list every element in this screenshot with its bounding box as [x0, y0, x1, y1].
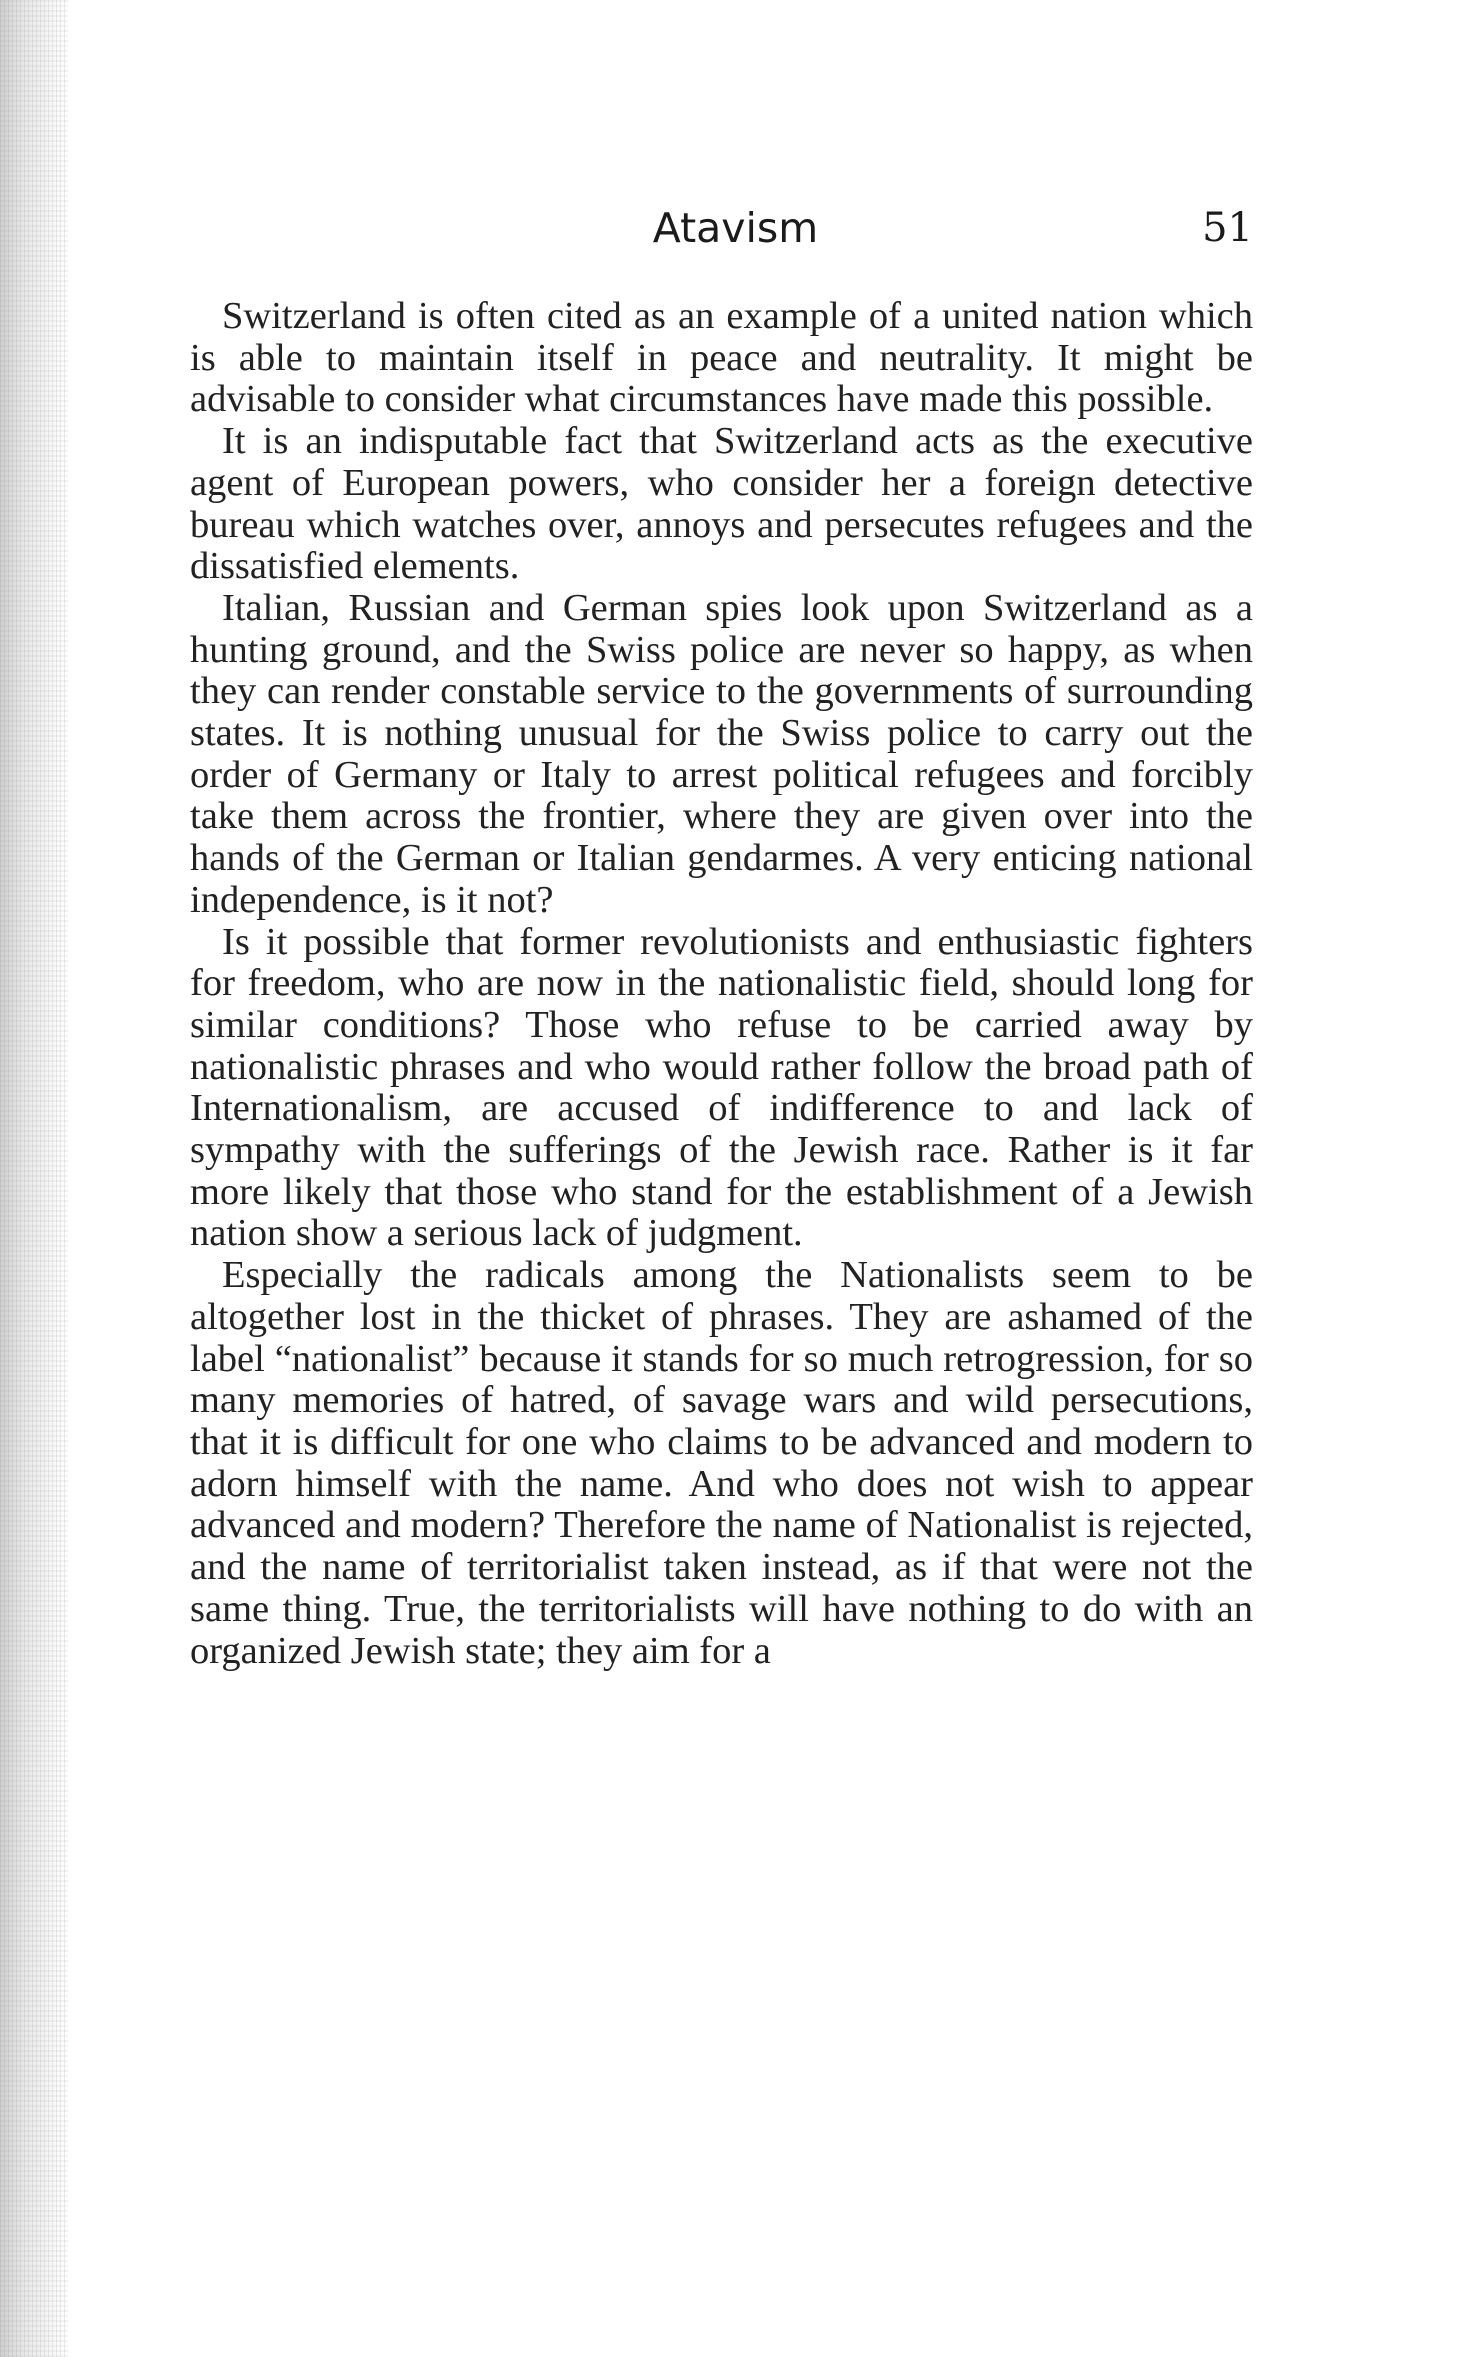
- page-number: 51: [1202, 205, 1253, 251]
- paragraph: Italian, Russian and German spies look upon Switzerland as a hunting ground, and the Swiss police are never so happy, as when they can render constable service to the governments of surrounding states. It is nothing unusual for the Swiss police to carry out the order of Germany or Italy to arrest political refugees and forcibly take them across the frontier, where they are given over into the hands of the German or Italian gendarmes. A very enticing national independence, is it not?: [190, 586, 1253, 921]
- running-title: Atavism: [652, 204, 819, 252]
- page-header: [218, 198, 1253, 268]
- body-text: [190, 296, 1253, 1672]
- scanned-page-edge: [0, 0, 68, 2357]
- paragraph: Especially the radicals among the Nationalists seem to be altogether lost in the thicket of phrases. They are ashamed of the label “nationalist” because it stands for so much retrogression, for so many memories of hatred, of savage wars and wild persecutions, that it is difficult for one who claims to be advanced and modern to adorn himself with the name. And who does not wish to appear advanced and modern? Therefore the name of Nationalist is rejected, and the name of territorialist taken instead, as if that were not the same thing. True, the territorialists will have nothing to do with an organized Jewish state; they aim for a: [190, 1254, 1253, 1672]
- paragraph: Is it possible that former revolutionists and enthusiastic fighters for freedom, who are now in the nationalistic field, should long for similar conditions? Those who refuse to be carried away by nationalistic phrases and who would rather follow the broad path of Internationalism, are accused of indifference to and lack of sympathy with the sufferings of the Jewish race. Rather is it far more likely that those who stand for the establishment of a Jewish nation show a serious lack of judgment.: [190, 920, 1253, 1255]
- paragraph: Switzerland is often cited as an example of a united nation which is able to maintain itself in peace and neutrality. It might be advisable to consider what circumstances have made this possible.: [190, 295, 1253, 421]
- paragraph: It is an indisputable fact that Switzerland acts as the executive agent of European powers, who consider her a foreign detective bureau which watches over, annoys and persecutes refugees and the dissatisfied elements.: [190, 420, 1253, 588]
